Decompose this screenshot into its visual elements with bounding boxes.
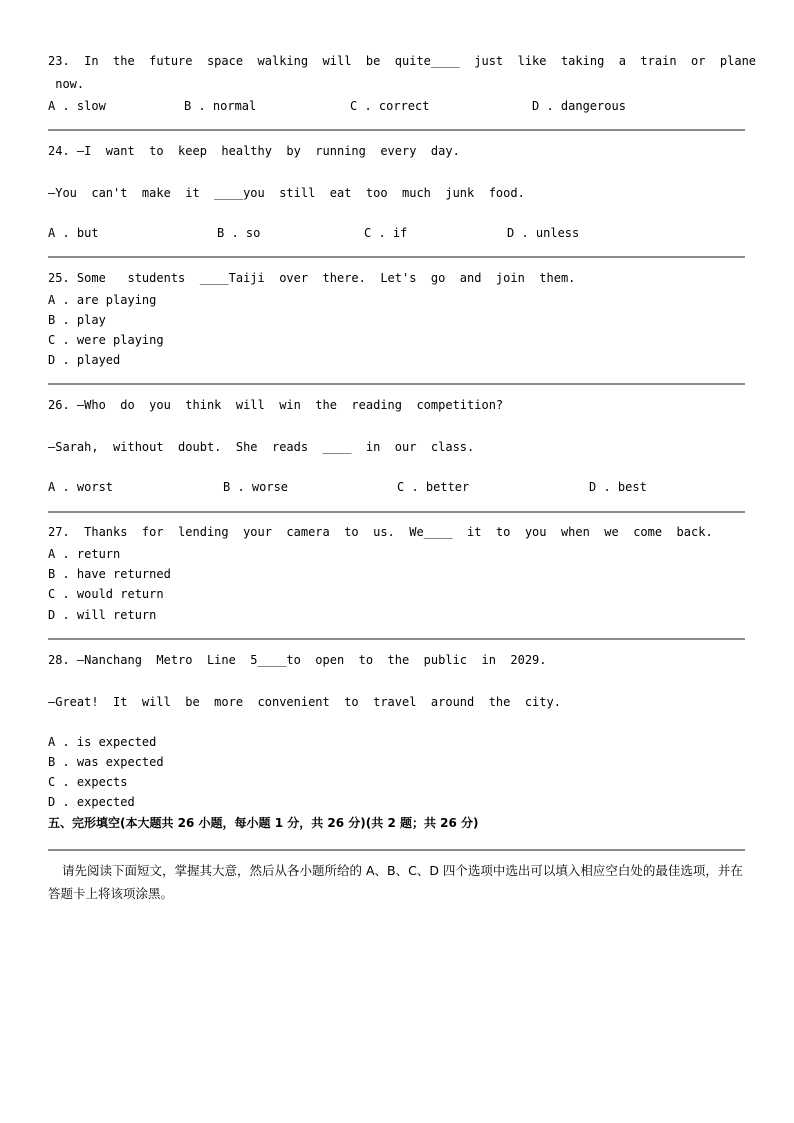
question-stem-reply: —Sarah, without doubt. She reads ____ in our class. — [48, 440, 475, 454]
option-b[interactable]: B . was expected — [48, 755, 164, 769]
option-d[interactable]: D . dangerous — [532, 99, 626, 113]
divider — [48, 638, 745, 640]
option-a[interactable]: A . slow — [48, 99, 106, 113]
options-row — [48, 479, 745, 495]
option-c[interactable]: C . would return — [48, 587, 164, 601]
divider — [48, 129, 745, 131]
options-row — [48, 98, 745, 114]
option-b[interactable]: B . normal — [184, 99, 257, 113]
option-c[interactable]: C . correct — [350, 99, 430, 113]
option-b[interactable]: B . so — [217, 226, 261, 240]
question-stem: 27. Thanks for lending your camera to us. We____ it to you when we come back. — [48, 525, 713, 539]
option-a[interactable]: A . is expected — [48, 735, 157, 749]
option-a[interactable]: A . return — [48, 547, 121, 561]
option-c[interactable]: C . better — [397, 480, 470, 494]
option-a[interactable]: A . but — [48, 226, 99, 240]
section-title: 五、完形填空(本大题共 26 小题，每小题 1 分，共 26 分)(共 2 题；共 26 分) — [48, 816, 479, 830]
question-stem: 28. —Nanchang Metro Line 5____to open to the public in 2029. — [48, 653, 547, 667]
instruction-text: 请先阅读下面短文，掌握其大意，然后从各小题所给的 A、B、C、D 四个选项中选出可以填入相应空白处的最佳选项，并在答题卡上将该项涂黑。 — [48, 863, 743, 901]
divider — [48, 849, 745, 851]
option-d[interactable]: D . will return — [48, 608, 157, 622]
divider — [48, 383, 745, 385]
question-stem-continued: now. — [48, 77, 85, 91]
option-c[interactable]: C . if — [364, 226, 408, 240]
option-b[interactable]: B . play — [48, 313, 106, 327]
question-stem: 23. In the future space walking will be quite____ just like taking a train or plane — [48, 54, 757, 68]
option-d[interactable]: D . unless — [507, 226, 580, 240]
option-a[interactable]: A . worst — [48, 480, 114, 494]
question-stem: 24. —I want to keep healthy by running every day. — [48, 144, 460, 158]
options-row — [48, 225, 745, 241]
option-d[interactable]: D . played — [48, 353, 121, 367]
divider — [48, 256, 745, 258]
option-c[interactable]: C . were playing — [48, 333, 164, 347]
option-a[interactable]: A . are playing — [48, 293, 157, 307]
question-stem: 25. Some students ____Taiji over there. Let's go and join them. — [48, 271, 576, 285]
question-stem-reply: —You can't make it ____you still eat too much junk food. — [48, 186, 525, 200]
question-stem: 26. —Who do you think will win the reading competition? — [48, 398, 504, 412]
option-b[interactable]: B . have returned — [48, 567, 171, 581]
divider — [48, 511, 745, 513]
question-stem-reply: —Great! It will be more convenient to travel around the city. — [48, 695, 561, 709]
option-c[interactable]: C . expects — [48, 775, 128, 789]
option-d[interactable]: D . expected — [48, 795, 135, 809]
option-d[interactable]: D . best — [589, 480, 647, 494]
section-instruction — [48, 859, 745, 905]
option-b[interactable]: B . worse — [223, 480, 289, 494]
